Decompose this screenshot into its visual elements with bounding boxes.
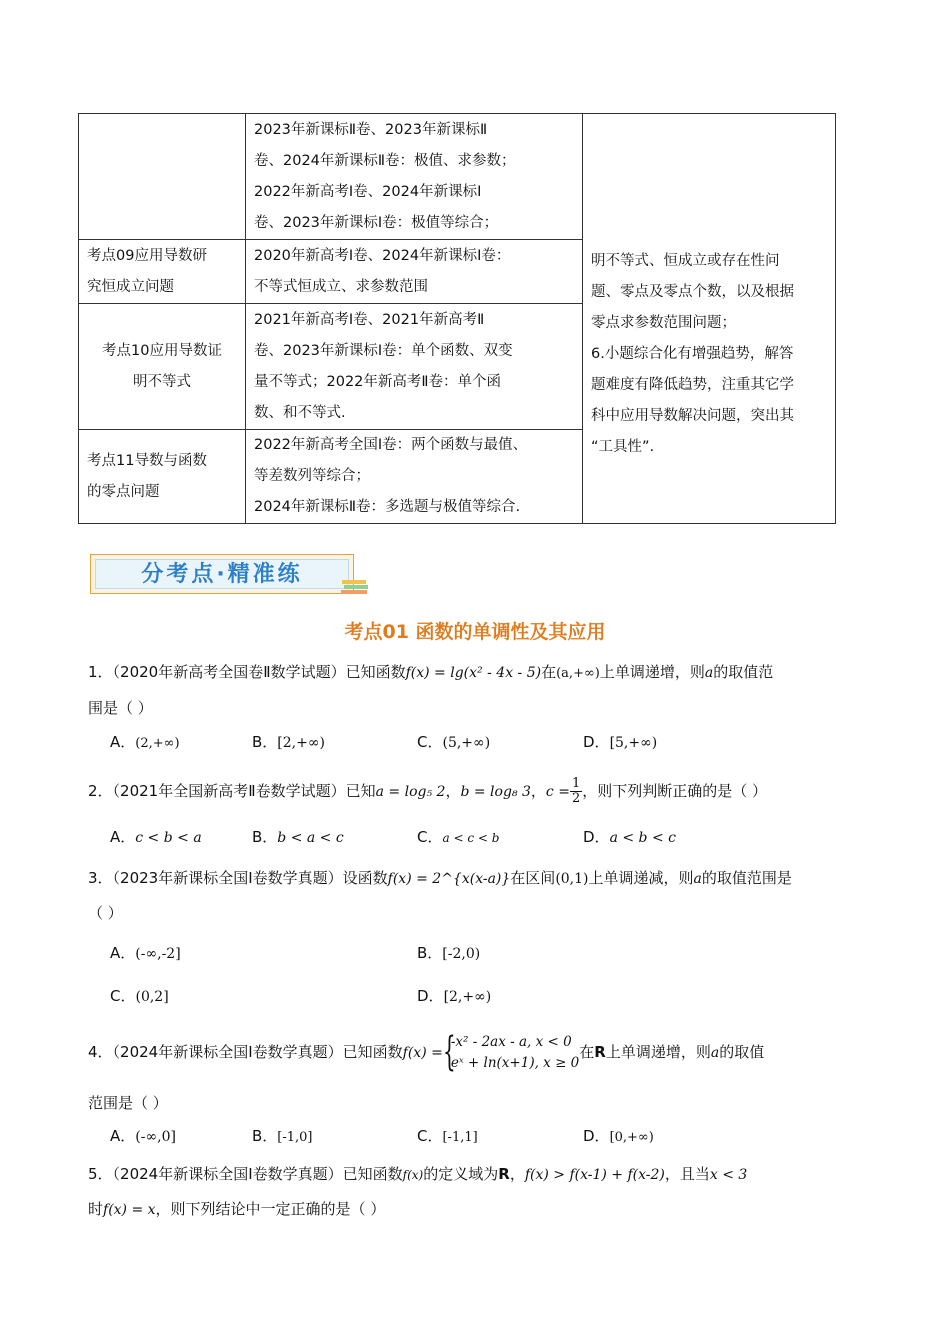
cell-line: 究恒成立问题 [87,278,174,295]
cell-line: 2021年新高考Ⅰ卷、2021年新高考Ⅱ [254,311,485,328]
table-row [79,114,836,240]
table-cell-topic [79,430,246,524]
option-d[interactable] [583,730,657,755]
option-a[interactable] [110,730,180,756]
option-c[interactable] [417,1124,478,1150]
math-variable: a [710,1045,720,1061]
question-4 [88,1030,863,1075]
option-b[interactable] [252,825,344,850]
option-value: [-1,1] [442,1130,478,1145]
cell-line: 6.小题综合化有增强趋势，解答 [591,346,794,362]
cell-line: 科中应用导数解决问题，突出其 [591,408,794,424]
math-expression: f(x) [402,1168,424,1182]
option-value: [0,+∞) [609,1130,654,1145]
option-value: [-1,0] [277,1130,313,1145]
option-value: (-∞,-2] [135,946,181,962]
option-b[interactable] [252,1124,313,1150]
question-1 [88,655,863,725]
option-label: C． [110,987,136,1005]
question-text: （2021年全国新高考Ⅱ卷数学试题）已知 [112,782,376,800]
option-b[interactable] [252,730,325,755]
option-value: (2,+∞) [135,736,180,751]
question-text: （2024年新课标全国Ⅰ卷数学真题）已知函数 [112,1165,403,1183]
question-text: 在 [579,1043,595,1061]
cell-line: 卷、2024年新课标Ⅱ卷：极值、求参数； [254,152,516,169]
table-cell-empty [79,114,246,240]
section-banner [90,554,354,594]
fraction-numerator: 1 [571,776,581,791]
option-label: A． [110,828,136,846]
option-d[interactable] [417,984,491,1009]
option-value: (0,2] [135,989,169,1005]
cell-line: 量不等式；2022年新高考Ⅱ卷：单个函 [254,373,502,390]
table-cell-sources [246,430,583,524]
option-a[interactable] [110,941,181,966]
question-text: （ ） [88,904,123,922]
math-variable: a [693,871,702,887]
cell-line: 2020年新高考Ⅰ卷、2024年新课标Ⅰ卷： [254,247,511,264]
table-cell-sources [246,114,583,240]
option-label: A． [110,944,136,962]
cell-line: 不等式恒成立、求参数范围 [254,278,428,295]
option-c[interactable] [417,730,490,755]
brace-icon: { [442,1028,456,1075]
question-text: 上单调递减，则 [588,869,694,887]
question-text: 的取值 [719,1043,765,1061]
fraction [570,777,582,806]
cell-line: 卷、2023年新课标Ⅰ卷：单个函数、双变 [254,342,513,359]
math-expression: f(x) > f(x-1) + f(x-2) [524,1167,665,1183]
question-4-continued [88,1086,863,1120]
cell-line: 明不等式、恒成立或存在性问 [591,253,780,269]
question-2 [88,774,863,809]
piecewise-row: -x² - 2ax - a, x < 0 [450,1033,572,1050]
question-number: 4． [88,1043,113,1061]
cell-line: 明不等式 [133,373,191,390]
question-text: 在区间 [510,869,556,887]
question-text: 上单调递增，则 [605,1043,711,1061]
cell-line: 考点09应用导数研 [87,247,207,264]
option-label: A． [110,733,136,751]
option-label: A． [110,1127,136,1145]
question-text: 围是（ ） [88,699,153,717]
banner-title: 分考点·精准练 [141,562,303,587]
cell-line: 零点求参数范围问题； [591,315,736,331]
option-value: (5,+∞) [442,735,491,751]
math-expression: f(x) = x [103,1202,156,1218]
question-text: 的定义域为 [423,1165,499,1183]
option-value: (-∞,0] [135,1129,176,1145]
option-label: B． [252,1127,278,1145]
books-icon [340,578,370,596]
question-text: ，则下列结论中一定正确的是（ ） [155,1200,386,1218]
option-value: a < c < b [442,831,500,845]
cell-line: 题、零点及零点个数，以及根据 [591,284,794,300]
option-label: D． [583,828,610,846]
option-label: D． [583,1127,610,1145]
option-value: [2,+∞) [277,735,325,751]
option-label: D． [417,987,444,1005]
cell-line: 等差数列等综合； [254,468,370,484]
cell-line: 2022年新高考Ⅰ卷、2024年新课标Ⅰ [254,183,482,200]
math-expression: (0,1) [555,871,589,887]
question-text: ， [509,1165,525,1183]
option-d[interactable] [583,825,676,850]
question-text: 的取值范围是 [701,869,792,887]
cell-line: “工具性”. [591,439,655,455]
cell-line: 题难度有降低趋势，注重其它学 [591,377,794,393]
question-number: 1． [88,663,113,681]
cell-line: 2024年新课标Ⅱ卷：多选题与极值等综合. [254,499,521,515]
option-value: [2,+∞) [443,989,492,1005]
option-value: c < b < a [135,830,202,846]
cell-line: 卷、2023年新课标Ⅰ卷：极值等综合； [254,214,499,231]
option-label: C． [417,733,443,751]
question-5 [88,1157,863,1227]
table-cell-topic [79,240,246,304]
question-text: （2020年新高考全国卷Ⅱ数学试题）已知函数 [112,663,406,681]
question-text: 上单调递增，则 [599,663,705,681]
option-label: C． [417,1127,443,1145]
question-text: ， [445,782,461,800]
option-value: [-2,0) [442,946,481,962]
math-expression: a = log₅ 2 [375,784,446,800]
math-expression: f(x) = [402,1045,443,1061]
exam-point-table [78,113,836,524]
question-text: （2023年新课标全国Ⅰ卷数学真题）设函数 [112,869,388,887]
math-set: R [498,1165,510,1183]
cell-line: 2023年新课标Ⅱ卷、2023年新课标Ⅱ [254,121,488,138]
cell-line: 考点10应用导数证 [102,342,222,359]
option-label: B． [252,733,278,751]
option-value: b < a < c [277,830,344,846]
question-number: 2． [88,782,113,800]
cell-line: 的零点问题 [87,483,160,500]
fraction-denominator: 2 [571,791,581,806]
cell-line: 2022年新高考全国Ⅰ卷：两个函数与最值、 [254,437,528,453]
question-text: 时 [88,1200,104,1218]
math-expression: x < 3 [709,1167,748,1183]
cell-line: 考点11导数与函数 [87,452,207,469]
piecewise-function [442,1028,580,1075]
question-text: 的取值范 [713,663,774,681]
math-expression: b = log₈ 3 [460,784,531,800]
option-a[interactable] [110,825,202,850]
question-text: ， [530,782,546,800]
math-expression: (a,+∞) [556,666,600,681]
option-label: C． [417,828,443,846]
table-cell-sources [246,304,583,430]
cell-line: 数、和不等式. [254,404,346,421]
option-a[interactable] [110,1124,176,1149]
option-label: D． [583,733,610,751]
question-number: 3． [88,869,113,887]
option-c[interactable] [110,984,169,1009]
question-text: ，且当 [664,1165,710,1183]
math-expression: c = [545,784,570,800]
option-value: a < b < c [609,830,676,846]
question-text: ，则下列判断正确的是（ ） [582,782,767,800]
question-text: （2024年新课标全国Ⅰ卷数学真题）已知函数 [112,1043,403,1061]
math-expression: f(x) = lg(x² - 4x - 5) [405,665,542,681]
question-number: 5． [88,1165,113,1183]
table-cell-topic [79,304,246,430]
math-expression: f(x) = 2^{x(x-a)} [387,871,511,887]
option-d[interactable] [583,1124,654,1150]
math-variable: a [704,665,714,681]
table-cell-trends [583,114,836,524]
option-label: B． [252,828,278,846]
question-text: 在 [541,663,557,681]
option-value: [5,+∞) [609,735,658,751]
option-label: B． [417,944,443,962]
option-b[interactable] [417,941,480,966]
option-c[interactable] [417,825,499,850]
piecewise-row: eˣ + ln(x+1), x ≥ 0 [450,1054,580,1071]
question-text: 范围是（ ） [88,1094,168,1112]
math-set: R [594,1043,606,1061]
question-3 [88,861,863,930]
section-title: 考点01 函数的单调性及其应用 [344,621,606,643]
table-cell-sources [246,240,583,304]
